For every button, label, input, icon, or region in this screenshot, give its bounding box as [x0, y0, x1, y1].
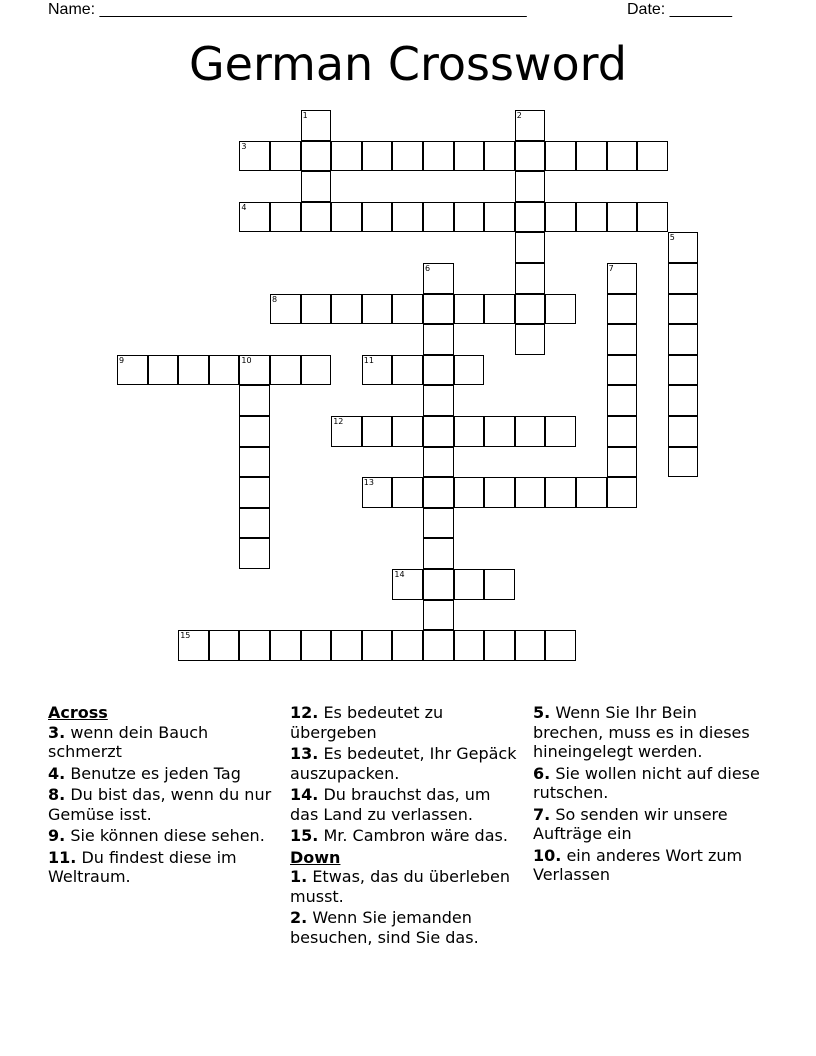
page-title: German Crossword: [189, 37, 627, 91]
grid-cell[interactable]: [392, 569, 423, 600]
grid-cell[interactable]: [301, 630, 332, 661]
cell-number: 1: [302, 111, 308, 120]
clue-text: Sie können diese sehen.: [70, 826, 265, 845]
cell-number: 15: [180, 631, 191, 641]
cell-number: 13: [363, 478, 374, 488]
grid-cell[interactable]: [178, 630, 209, 661]
grid-cell[interactable]: [484, 141, 515, 172]
grid-cell[interactable]: [484, 294, 515, 325]
grid-cell[interactable]: [117, 355, 148, 386]
cell-number: 9: [119, 355, 125, 365]
grid-cell[interactable]: [423, 630, 454, 661]
grid-cell[interactable]: [545, 630, 576, 661]
grid-cell[interactable]: [331, 141, 362, 172]
grid-cell[interactable]: [454, 202, 485, 233]
clue-text: Du brauchst das, um das Land zu verlassen.: [290, 785, 491, 824]
grid-cell[interactable]: [484, 569, 515, 600]
grid-cell[interactable]: [362, 141, 393, 172]
clue-text: Etwas, das du überleben musst.: [290, 867, 511, 906]
grid-cell[interactable]: [607, 141, 638, 172]
clue-number: 14.: [290, 785, 319, 804]
grid-cell[interactable]: [209, 630, 240, 661]
grid-cell[interactable]: [607, 294, 638, 325]
clue: [48, 848, 280, 887]
clue-number: 15.: [290, 826, 319, 845]
grid-cell[interactable]: [576, 202, 607, 233]
clue-number: 11.: [48, 847, 77, 867]
clue: [290, 703, 522, 742]
clue: [48, 723, 280, 762]
date-field[interactable]: Date: _______: [627, 1, 732, 18]
clue-number: 4.: [48, 763, 66, 783]
grid-cell[interactable]: [301, 171, 332, 202]
clues-column-3: [533, 703, 765, 887]
grid-cell[interactable]: [607, 202, 638, 233]
clue-text: ein anderes Wort zum Verlassen: [533, 845, 743, 884]
clue: [533, 703, 765, 762]
grid-cell[interactable]: [301, 294, 332, 325]
grid-cell[interactable]: [454, 141, 485, 172]
grid-cell[interactable]: [454, 294, 485, 325]
grid-cell[interactable]: [301, 202, 332, 233]
grid-cell[interactable]: [270, 630, 301, 661]
grid-cell[interactable]: [392, 355, 423, 386]
clue-text: Es bedeutet zu übergeben: [290, 703, 444, 742]
grid-cell[interactable]: [423, 355, 454, 386]
clue-text: Wenn Sie Ihr Bein brechen, muss es in dieses hineingelegt werden.: [533, 703, 750, 761]
grid-cell[interactable]: [515, 324, 546, 355]
grid-cell[interactable]: [239, 202, 270, 233]
grid-cell[interactable]: [576, 141, 607, 172]
grid-cell[interactable]: [637, 141, 668, 172]
cell-number: 5: [669, 233, 675, 243]
grid-cell[interactable]: [423, 447, 454, 478]
grid-cell[interactable]: [545, 141, 576, 172]
grid-cell[interactable]: [668, 232, 699, 263]
clue: [48, 826, 280, 846]
grid-cell[interactable]: [239, 416, 270, 447]
clue-number: 12.: [290, 703, 319, 722]
cell-number: 12: [333, 417, 344, 426]
grid-cell[interactable]: [239, 477, 270, 508]
clue-number: 3.: [48, 722, 66, 742]
grid-cell[interactable]: [239, 508, 270, 539]
clues-column-1: [48, 703, 280, 889]
grid-cell[interactable]: [484, 202, 515, 233]
grid-cell[interactable]: [607, 477, 638, 508]
clue-text: Du bist das, wenn du nur Gemüse isst.: [48, 785, 272, 824]
grid-cell[interactable]: [392, 294, 423, 325]
grid-cell[interactable]: [637, 202, 668, 233]
grid-cell[interactable]: [515, 263, 546, 294]
grid-cell[interactable]: [423, 508, 454, 539]
clue: [48, 764, 280, 784]
grid-cell[interactable]: [392, 416, 423, 447]
grid-cell[interactable]: [239, 630, 270, 661]
grid-cell[interactable]: [484, 477, 515, 508]
grid-cell[interactable]: [484, 630, 515, 661]
grid-cell[interactable]: [576, 477, 607, 508]
grid-cell[interactable]: [362, 202, 393, 233]
grid-cell[interactable]: [331, 202, 362, 233]
clue: [533, 846, 765, 885]
grid-cell[interactable]: [362, 294, 393, 325]
grid-cell[interactable]: [454, 569, 485, 600]
grid-cell[interactable]: [545, 294, 576, 325]
grid-cell[interactable]: [362, 416, 393, 447]
grid-cell[interactable]: [607, 355, 638, 386]
clue-text: Du findest diese im Weltraum.: [48, 847, 237, 886]
grid-cell[interactable]: [392, 477, 423, 508]
clue-text: Benutze es jeden Tag: [70, 763, 241, 783]
cell-number: 2: [516, 111, 522, 120]
grid-cell[interactable]: [668, 355, 699, 386]
grid-cell[interactable]: [239, 447, 270, 478]
grid-cell[interactable]: [607, 324, 638, 355]
grid-cell[interactable]: [423, 569, 454, 600]
grid-cell[interactable]: [423, 263, 454, 294]
grid-cell[interactable]: [423, 294, 454, 325]
grid-cell[interactable]: [668, 294, 699, 325]
grid-cell[interactable]: [515, 416, 546, 447]
grid-cell[interactable]: [607, 263, 638, 294]
grid-cell[interactable]: [423, 324, 454, 355]
clue: [290, 744, 522, 783]
clue: [533, 805, 765, 844]
grid-cell[interactable]: [392, 202, 423, 233]
grid-cell[interactable]: [454, 477, 485, 508]
grid-cell[interactable]: [515, 202, 546, 233]
clue: [48, 785, 280, 824]
grid-cell[interactable]: [270, 202, 301, 233]
grid-cell[interactable]: [515, 477, 546, 508]
clues-column-2: [290, 703, 522, 949]
grid-cell[interactable]: [392, 141, 423, 172]
grid-cell[interactable]: [607, 447, 638, 478]
grid-cell[interactable]: [239, 385, 270, 416]
clue-text: Mr. Cambron wäre das.: [323, 826, 508, 845]
grid-cell[interactable]: [301, 141, 332, 172]
grid-cell[interactable]: [239, 355, 270, 386]
clue: [290, 867, 522, 906]
clue-text: Sie wollen nicht auf diese rutschen.: [533, 763, 760, 802]
grid-cell[interactable]: [331, 416, 362, 447]
clue-number: 9.: [48, 826, 66, 845]
cell-number: 3: [241, 141, 247, 151]
clue: [533, 764, 765, 803]
grid-cell[interactable]: [239, 538, 270, 569]
grid-cell[interactable]: [178, 355, 209, 386]
grid-cell[interactable]: [545, 202, 576, 233]
grid-cell[interactable]: [423, 600, 454, 631]
clue-number: 8.: [48, 785, 66, 804]
clue: [290, 785, 522, 824]
grid-cell[interactable]: [545, 477, 576, 508]
cell-number: 8: [272, 294, 278, 304]
grid-cell[interactable]: [270, 294, 301, 325]
clue: [290, 908, 522, 947]
grid-cell[interactable]: [515, 171, 546, 202]
grid-cell[interactable]: [209, 355, 240, 386]
clue-text: So senden wir unsere Aufträge ein: [533, 804, 728, 843]
grid-cell[interactable]: [515, 141, 546, 172]
grid-cell[interactable]: [515, 110, 546, 141]
clue-number: 7.: [533, 804, 551, 824]
grid-cell[interactable]: [331, 294, 362, 325]
grid-cell[interactable]: [423, 385, 454, 416]
cell-number: 7: [608, 264, 614, 273]
grid-cell[interactable]: [239, 141, 270, 172]
grid-cell[interactable]: [423, 141, 454, 172]
grid-cell[interactable]: [454, 416, 485, 447]
grid-cell[interactable]: [454, 630, 485, 661]
grid-cell[interactable]: [515, 294, 546, 325]
clue-number: 1.: [290, 867, 308, 886]
grid-cell[interactable]: [423, 416, 454, 447]
grid-cell[interactable]: [423, 202, 454, 233]
grid-cell[interactable]: [148, 355, 179, 386]
grid-cell[interactable]: [301, 110, 332, 141]
clue-number: 10.: [533, 845, 562, 865]
grid-cell[interactable]: [270, 141, 301, 172]
cell-number: 14: [394, 570, 405, 579]
cell-number: 10: [241, 355, 252, 365]
clue-text: wenn dein Bauch schmerzt: [48, 722, 209, 761]
clue-number: 2.: [290, 908, 308, 927]
grid-cell[interactable]: [423, 538, 454, 569]
grid-cell[interactable]: [668, 385, 699, 416]
grid-cell[interactable]: [545, 416, 576, 447]
cell-number: 11: [363, 355, 374, 365]
clue-number: 13.: [290, 744, 319, 763]
grid-cell[interactable]: [362, 477, 393, 508]
grid-cell[interactable]: [668, 324, 699, 355]
grid-cell[interactable]: [515, 232, 546, 263]
grid-cell[interactable]: [331, 630, 362, 661]
clue-number: 5.: [533, 703, 551, 722]
grid-cell[interactable]: [607, 385, 638, 416]
grid-cell[interactable]: [668, 263, 699, 294]
grid-cell[interactable]: [270, 355, 301, 386]
clue: [290, 826, 522, 846]
clue-text: Es bedeutet, Ihr Gepäck auszupacken.: [290, 744, 517, 783]
grid-cell[interactable]: [484, 416, 515, 447]
grid-cell[interactable]: [362, 630, 393, 661]
down-heading: Down: [290, 847, 341, 867]
name-field[interactable]: Name: ________________________________________________: [48, 1, 527, 18]
grid-cell[interactable]: [454, 355, 485, 386]
clue-number: 6.: [533, 763, 551, 783]
grid-cell[interactable]: [607, 416, 638, 447]
grid-cell[interactable]: [515, 630, 546, 661]
grid-cell[interactable]: [423, 477, 454, 508]
clue-text: Wenn Sie jemanden besuchen, sind Sie das.: [290, 908, 479, 947]
grid-cell[interactable]: [668, 416, 699, 447]
grid-cell[interactable]: [668, 447, 699, 478]
grid-cell[interactable]: [362, 355, 393, 386]
grid-cell[interactable]: [301, 355, 332, 386]
grid-cell[interactable]: [392, 630, 423, 661]
cell-number: 4: [241, 202, 247, 212]
cell-number: 6: [425, 264, 431, 273]
across-heading: Across: [48, 703, 108, 722]
